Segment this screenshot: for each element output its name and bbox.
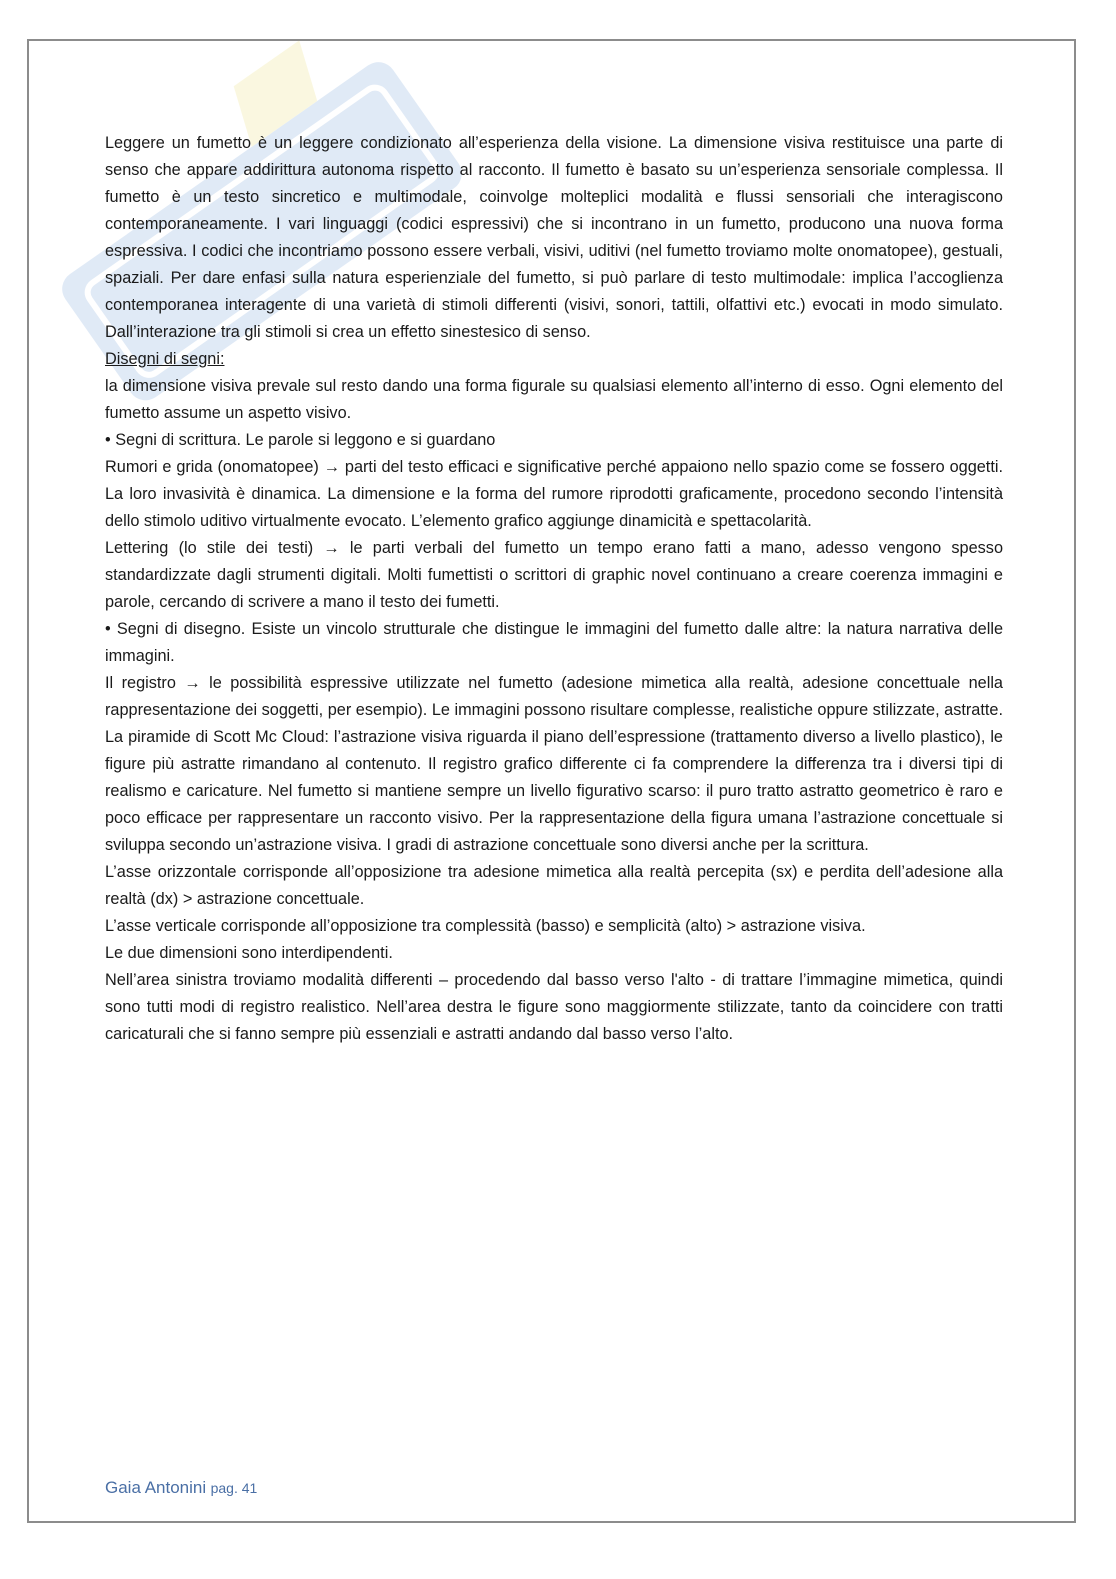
paragraph-lettering: Lettering (lo stile dei testi) → le parti verbali del fumetto un tempo erano fatti a mano, adesso vengono spesso standardizzate dagli strumenti digitali. Molti fumettisti o scrittori di graphic novel continuano a creare coerenza immagini e parole, cercando di scrivere a mano il testo dei fumetti. (105, 539, 1003, 611)
section-heading (105, 346, 1003, 373)
page-footer (105, 1478, 257, 1498)
document-body (105, 130, 1003, 1048)
paragraph-interdependent: Le due dimensioni sono interdipendenti. (105, 944, 393, 962)
footer-page-number: pag. 41 (210, 1480, 258, 1496)
paragraph-visual-dimension: la dimensione visiva prevale sul resto dando una forma figurale su qualsiasi elemento all’interno di esso. Ogni elemento del fumetto assume un aspetto visivo. (105, 377, 1003, 422)
paragraph-noises: Rumori e grida (onomatopee) → parti del testo efficaci e significative perché appaiono nello spazio come se fossero oggetti. La loro invasività è dinamica. La dimensione e la forma del rumore riprodotti graficamente, procedono secondo l’intensità dello stimolo uditivo virtualmente evocato. L’elemento grafico aggiunge dinamicità e spettacolarità. (105, 458, 1003, 530)
intro-paragraph: Leggere un fumetto è un leggere condizionato all’esperienza della visione. La dimensione visiva restituisce una parte di senso che appare addirittura autonoma rispetto al racconto. Il fumetto è basato su un’esperienza sensoriale complessa. Il fumetto è un testo sincretico e multimodale, coinvolge molteplici modalità e flussi sensoriali che interagiscono contemporaneamente. I vari linguaggi (codici espressivi) che si incontrano in un fumetto, producono una nuova forma espressiva. I codici che incontriamo possono essere verbali, visivi, uditivi (nel fumetto troviamo molte onomatopee), gestuali, spaziali. Per dare enfasi sulla natura esperienziale del fumetto, si può parlare di testo multimodale: implica l’accoglienza contemporanea interagente di una varietà di stimoli differenti (visivi, sonori, tattili, olfattivi etc.) evocati in modo simulato. Dall’interazione tra gli stimoli si crea un effetto sinestesico di senso. (105, 134, 1003, 341)
paragraph-areas: Nell’area sinistra troviamo modalità differenti – procedendo dal basso verso l'alto - di trattare l’immagine mimetica, quindi sono tutti modi di registro realistico. Nell’area destra le figure sono maggiormente stilizzate, tanto da coincidere con tratti caricaturali che si fanno sempre più essenziali e astratti andando dal basso verso l’alto. (105, 971, 1003, 1043)
section-heading-text: Disegni di segni: (105, 350, 225, 368)
paragraph-register: Il registro → le possibilità espressive utilizzate nel fumetto (adesione mimetica alla realtà, adesione concettuale nella rappresentazione dei soggetti, per esempio). Le immagini possono risultare complesse, realistiche oppure stilizzate, astratte. La piramide di Scott Mc Cloud: l’astrazione visiva riguarda il piano dell’espressione (trattamento diverso a livello plastico), le figure più astratte rimandano al contenuto. Il registro grafico differente ci fa comprendere la differenza tra i diversi tipi di realismo e caricature. Nel fumetto si mantiene sempre un livello figurativo scarso: il puro tratto astratto geometrico è raro e poco efficace per rappresentare un racconto visivo. Per la rappresentazione della figura umana l’astrazione concettuale si sviluppa secondo un’astrazione visiva. I gradi di astrazione concettuale sono diversi anche per la scrittura. (105, 674, 1003, 854)
paragraph-vertical-axis: L’asse verticale corrisponde all’opposizione tra complessità (basso) e semplicità (alto) > astrazione visiva. (105, 917, 866, 935)
bullet-writing-signs: • Segni di scrittura. Le parole si leggono e si guardano (105, 431, 496, 449)
footer-author: Gaia Antonini (105, 1478, 207, 1497)
bullet-drawing-signs: • Segni di disegno. Esiste un vincolo strutturale che distingue le immagini del fumetto dalle altre: la natura narrativa delle immagini. (105, 620, 1003, 665)
paragraph-horizontal-axis: L’asse orizzontale corrisponde all’opposizione tra adesione mimetica alla realtà percepita (sx) e perdita dell’adesione alla realtà (dx) > astrazione concettuale. (105, 863, 1003, 908)
